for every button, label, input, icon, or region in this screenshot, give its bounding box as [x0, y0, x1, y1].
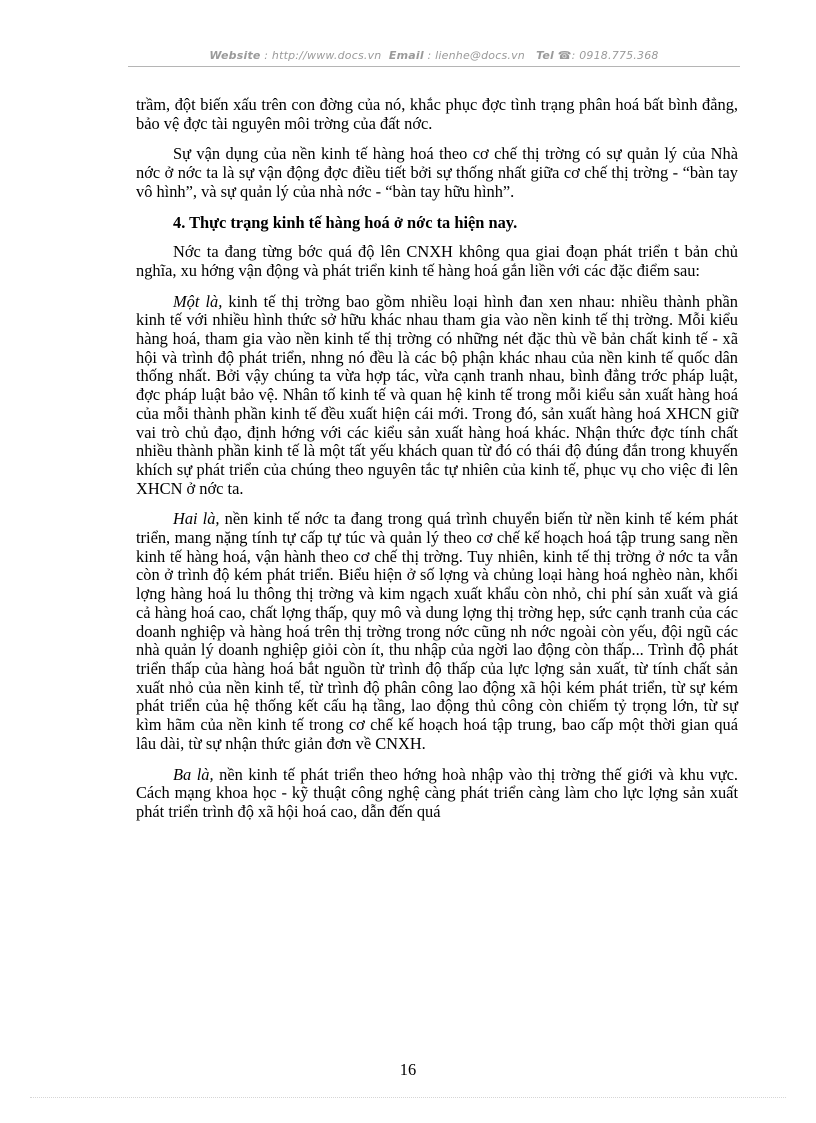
- paragraph-1: trầm, đột biến xấu trên con đờng của nó, khắc phục đợc tình trạng phân hoá bất bình đẳng, bảo vệ đợc tài nguyên môi trờng của đất nớc.: [136, 95, 738, 133]
- paragraph-2: Sự vận dụng của nền kinh tế hàng hoá theo cơ chế thị trờng có sự quản lý của Nhà nớc ở nớc ta là sự vận động đợc điều tiết bởi sự thống nhất giữa cơ chế thị trờng - “bàn tay vô hình”, và sự quản lý của nhà nớc - “bàn tay hữu hình”.: [136, 144, 738, 201]
- website-value: : http://www.docs.vn: [264, 49, 382, 62]
- paragraph-5: [136, 510, 738, 753]
- paragraph-5-lead: Hai là,: [173, 509, 220, 529]
- paragraph-4-text: kinh tế thị trờng bao gồm nhiều loại hình đan xen nhau: nhiều thành phần kinh tế với nhiều hình thức sở hữu khác nhau tham gia vào nền kinh tế thị trờng. Mỗi kiểu hàng hoá, tham gia vào nền kinh tế thị trờng có những nét đặc thù về bản chất kinh tế - xã hội và trình độ phát triển, nhng nó đều là các bộ phận khác nhau của nền kinh tế quốc dân thống nhất. Bởi vậy chúng ta vừa hợp tác, vừa cạnh tranh nhau, bình đẳng trớc pháp luật, đợc pháp luật bảo vệ. Nhân tố kinh tế và quan hệ kinh tế trong mỗi kiểu sản xuất hàng hoá của mỗi thành phần kinh tế đều xuất hiện cái mới. Trong đó, sản xuất hàng hoá XHCN giữ vai trò chủ đạo, định hớng với các kiểu sản xuất hàng hoá khác. Nhận thức đợc tính chất nhiều thành phần kinh tế là một tất yếu khách quan từ đó có thái độ đúng đắn trong khuyến khích sự phát triển của chúng theo nguyên tắc tự nhiên của kinh tế, phục vụ cho việc đi lên XHCN ở nớc ta.: [136, 291, 738, 498]
- paragraph-6-text: nền kinh tế phát triển theo hớng hoà nhập vào thị trờng thế giới và khu vực. Cách mạng khoa học - kỹ thuật công nghệ càng phát triển càng làm cho lực lợng sản xuất phát triển trình độ xã hội hoá cao, dẫn đến quá: [136, 764, 739, 821]
- paragraph-4: [136, 293, 738, 499]
- section-heading: 4. Thực trạng kinh tế hàng hoá ở nớc ta hiện nay.: [173, 212, 518, 232]
- tel-label: Tel: [536, 49, 554, 62]
- footer-divider: [30, 1097, 786, 1098]
- document-body: [136, 96, 738, 834]
- email-label: Email: [388, 49, 424, 62]
- paragraph-6: [136, 766, 738, 822]
- header-divider: [128, 66, 740, 67]
- page-header: [128, 49, 740, 62]
- paragraph-3: Nớc ta đang từng bớc quá độ lên CNXH không qua giai đoạn phát triển t bản chủ nghĩa, xu hớng vận động và phát triển kinh tế hàng hoá gắn liền với các đặc điểm sau:: [136, 242, 738, 280]
- page-number: 16: [399, 1060, 417, 1079]
- tel-value: ☎: 0918.775.368: [557, 49, 659, 62]
- paragraph-6-lead: Ba là,: [173, 764, 214, 784]
- website-label: Website: [209, 49, 261, 62]
- email-value: : lienhe@docs.vn: [427, 49, 525, 62]
- paragraph-5-text: nền kinh tế nớc ta đang trong quá trình chuyển biến từ nền kinh tế kém phát triển, mang nặng tính tự cấp tự túc và quản lý theo cơ chế kế hoạch hoá tập trung sang nền kinh tế hàng hoá, vận hành theo cơ chế thị trờng. Tuy nhiên, kinh tế thị trờng ở nớc ta vẫn còn ở trình độ kém phát triển. Biểu hiện ở số lợng và chủng loại hàng hoá nghèo nàn, khối lợng hàng hoá lu thông thị trờng và kim ngạch xuất khẩu còn nhỏ, chi phí sản xuất và giá cả hàng hoá cao, chất lợng thấp, quy mô và dung lợng thị trờng hẹp, sức cạnh tranh của các doanh nghiệp và hàng hoá trên thị trờng trong nớc cũng nh nớc ngoài còn yếu, đội ngũ các nhà quản lý doanh nghiệp giỏi còn ít, thu nhập của ngời lao động còn thấp... Trình độ phát triển thấp của hàng hoá bắt nguồn từ trình độ thấp của lực lợng sản xuất, từ tính chất sản xuất nhỏ của nền kinh tế, từ trình độ phân công lao động xã hội kém phát triển, từ sự kém phát triển của hệ thống kết cấu hạ tầng, lao động thủ công còn chiếm tỷ trọng lớn, từ sự kìm hãm của nền kinh tế trong cơ chế kế hoạch hoá tập trung, bao cấp một thời gian quá lâu dài, từ sự nhận thức giản đơn về CNXH.: [136, 509, 739, 753]
- paragraph-4-lead: Một là,: [173, 291, 223, 311]
